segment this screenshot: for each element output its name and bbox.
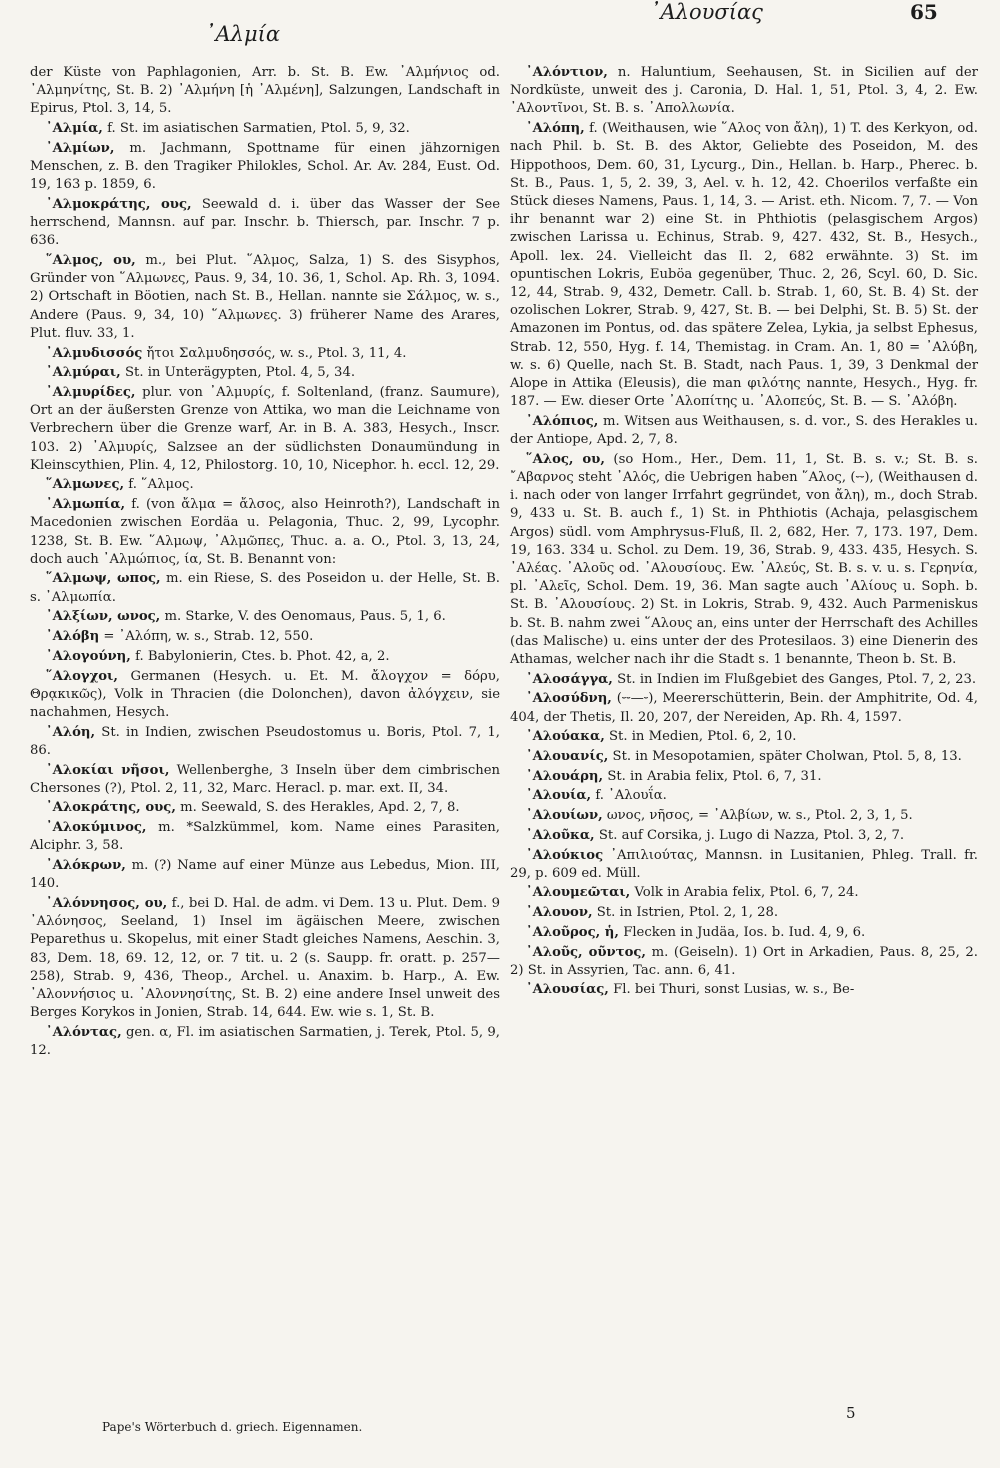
entry-lemma: ᾿Αλοκίαι νῆσοι, [46, 762, 170, 778]
entry-text: ᾿Απιλιούτας, Mannsn. in Lusitanien, Phleg. Trall. fr. 29, p. 609 ed. Müll. [510, 847, 978, 881]
left-column [30, 64, 500, 1062]
entry-lemma: ᾿Αλόη, [46, 724, 96, 740]
entry-lemma: ᾿Αλουία, [526, 788, 592, 804]
footer-publisher: Pape's Wörterbuch d. griech. Eigennamen. [102, 1420, 363, 1434]
dictionary-entry [30, 628, 500, 646]
dictionary-entry [30, 819, 500, 855]
dictionary-entry [510, 944, 978, 980]
entry-lemma: ῞Αλογχοι, [46, 668, 119, 684]
entry-text: f. ᾿Αλουΐα. [595, 788, 667, 804]
entry-text: Flecken in Judäa, Ios. b. Iud. 4, 9, 6. [623, 924, 866, 940]
dictionary-entry [30, 857, 500, 893]
dictionary-entry [510, 64, 978, 119]
entry-text: m. Jachmann, Spottname für einen jähzornigen Menschen, z. B. den Tragiker Philokles, Schol. Ar. Av. 284, Eust. Od. 19, 163 p. 1859, 6. [30, 140, 500, 193]
entry-text: Seewald d. i. über das Wasser der See herrschend, Mannsn. auf par. Inschr. b. Thiersch, par. Inschr. 7 p. 636. [30, 196, 500, 249]
entry-lemma: ῞Αλμωψ, ωπος, [46, 571, 161, 587]
entry-text: = ᾿Αλόπη, w. s., Strab. 12, 550. [103, 629, 314, 645]
entry-lemma: ᾿Αλοῦς, οῦντος, [526, 944, 646, 960]
dictionary-entry [510, 748, 978, 766]
entry-lemma: ᾿Αλογούνη, [46, 648, 131, 664]
entry-lemma: ᾿Αλμύραι, [46, 365, 121, 381]
entry-text: St. in Mesopotamien, später Cholwan, Ptol. 5, 8, 13. [612, 749, 962, 765]
entry-lemma: ᾿Αλουμεῶται, [526, 885, 631, 901]
entry-text: f. St. im asiatischen Sarmatien, Ptol. 5, 9, 32. [107, 121, 410, 137]
dictionary-entry [30, 140, 500, 195]
entry-lemma: ᾿Αλοῦρος, ἡ, [526, 924, 619, 940]
entry-lemma: ᾿Αλξίων, ωνος, [46, 609, 161, 625]
right-column [510, 64, 978, 1001]
dictionary-entry [30, 799, 500, 817]
entry-text: St. in Unterägypten, Ptol. 4, 5, 34. [124, 365, 356, 381]
entry-text: St. in Indien, zwischen Pseudostomus u. Boris, Ptol. 7, 1, 86. [30, 724, 500, 758]
entry-text: f., bei D. Hal. de adm. vi Dem. 13 u. Plut. Dem. 9 ᾿Αλόνησος, Seeland, 1) Insel im ägäischen Meere, zwischen Peparethus u. Skopelus, mit einer Stadt gleiches Namens, Aeschin. 3, 83, Dem. 18, 69. 12, 12, or. 7 tit. u. 2 (s. Saupp. fr. oratt. p. 257—258), Strab. 9, 436, Theop., Archel. u. Anaxim. b. Harp., A. Ew. ᾿Αλοννήσιος u. ᾿Αλοννησίτης, St. B. 2) eine andere Insel unweit des Berges Korykos in Jonien, Strab. 14, 644. Ew. wie s. 1, St. B. [30, 895, 500, 1021]
entry-lemma: ᾿Αλουον, [526, 905, 593, 921]
entry-lemma: ᾿Αλόβη [46, 629, 100, 645]
entry-lemma: ᾿Αλμωπία, [46, 497, 126, 513]
entry-lemma: ᾿Αλοκύμινος, [46, 820, 147, 836]
entry-text: m. (Geiseln). 1) Ort in Arkadien, Paus. 8, 25, 2. 2) St. in Assyrien, Tac. ann. 6, 41. [510, 944, 978, 978]
sheet-number: 5 [846, 1404, 856, 1422]
entry-lemma: ᾿Αλούκιος [526, 847, 604, 863]
entry-lemma: ᾿Αλμυδισσός [46, 345, 143, 361]
dictionary-entry [510, 981, 978, 999]
entry-lemma: ᾿Αλοσύδνη, [526, 691, 612, 707]
dictionary-entry [30, 120, 500, 138]
entry-text: St. in Arabia felix, Ptol. 6, 7, 31. [607, 768, 822, 784]
dictionary-entry [30, 608, 500, 626]
running-head-right: ᾿Αλουσίας [650, 0, 763, 24]
dictionary-entry [510, 904, 978, 922]
entry-lemma: ᾿Αλοῦκα, [526, 827, 595, 843]
entry-text: f. (Weithausen, wie ῞Αλος von ἄλη), 1) T. des Kerkyon, od. nach Phil. b. St. B. des Aktor, Geliebte des Poseidon, M. des Hippothoos, Dem. 60, 31, Lycurg., Din., Hellan. b. Harp., Pherec. b. St. B., Paus. 1, 5, 2. 39, 3, Ael. v. h. 12, 42. Choerilos verfaßte ein Stück dieses Namens, Paus. 1, 14, 3. — Arist. eth. Nicom. 7, 7. — Von ihr benannt war 2) eine St. in Phthiotis (pelasgischem Argos) zwischen Larissa u. Echinus, Strab. 9, 427. 432, St. B., Hesych., Apoll. lex. 24. Vielleicht das Il. 2, 682 erwähnte. 3) St. im opuntischen Lokris, Euböa gegenüber, Thuc. 2, 26, Scyl. 60, D. Sic. 12, 44, Strab. 9, 432, Demetr. Call. b. Strab. 1, 60, St. B. 4) St. der ozolischen Lokrer, Strab. 9, 427, St. B. — bei Delphi, St. B. 5) St. der Amazonen im Pontus, od. das spätere Zelea, Lykia, ja selbst Ephesus, Strab. 12, 550, Hyg. f. 14, Themistag. in Cram. An. 1, 80 = ᾿Αλύβη, w. s. 6) Quelle, nach St. B. Stadt, nach Paus. 1, 39, 3 Denkmal der Alope in Attika (Eleusis), die man φιλότης nannte, Hesych., Hyg. fr. 187. — Ew. dieser Orte ᾿Αλοπίτης u. ᾿Αλοπεύς, St. B. — S. ᾿Αλόβη. [510, 121, 978, 410]
dictionary-entry [510, 728, 978, 746]
entry-lemma: ᾿Αλόντας, [46, 1024, 122, 1040]
dictionary-entry [510, 451, 978, 669]
dictionary-entry [30, 476, 500, 494]
entry-text: m. Seewald, S. des Herakles, Apd. 2, 7, 8. [180, 800, 460, 816]
dictionary-entry [510, 924, 978, 942]
dictionary-entry [30, 64, 500, 119]
entry-lemma: ῞Αλος, ου, [526, 451, 605, 467]
entry-text: f. (von ἄλμα = ἄλσος, also Heinroth?), Landschaft in Macedonien zwischen Eordäa u. Pelagonia, Thuc. 2, 99, Lycophr. 1238, St. B. Ew. ῞Αλμωψ, ᾿Αλμῶπες, Thuc. a. a. O., Ptol. 3, 13, 24, doch auch ᾿Αλμώπιος, ία, St. B. Benannt von: [30, 497, 500, 567]
entry-text: f. ῞Αλμος. [128, 477, 194, 493]
entry-text: Germanen (Hesych. u. Et. M. ἄλογχον = δόρυ, Θρᾳκικῶς), Volk in Thracien (die Dolonchen), davon ἀλόγχειν, sie nachahmen, Hesych. [30, 668, 500, 720]
entry-text: Wellenberghe, 3 Inseln über dem cimbrischen Chersones (?), Ptol. 2, 11, 32, Marc. Heracl. p. mar. ext. II, 34. [30, 762, 500, 796]
entry-text: m. Witsen aus Weithausen, s. d. vor., S. des Herakles u. der Antiope, Apd. 2, 7, 8. [510, 413, 978, 448]
dictionary-entry [510, 884, 978, 902]
dictionary-entry [510, 671, 978, 689]
entry-lemma: ῞Αλμωνες, [46, 477, 125, 493]
entry-text: m. *Salzkümmel, kom. Name eines Parasiten, Alciphr. 3, 58. [30, 820, 500, 854]
entry-lemma: ᾿Αλόκρων, [46, 858, 126, 874]
entry-text: ωνος, νῆσος, = ᾿Αλβίων, w. s., Ptol. 2, 3, 1, 5. [606, 808, 913, 824]
entry-lemma: ᾿Αλούακα, [526, 729, 605, 745]
entry-lemma: ᾿Αλόννησος, ου, [46, 895, 168, 911]
entry-text: Fl. bei Thuri, sonst Lusias, w. s., Be- [613, 982, 855, 998]
dictionary-entry [510, 690, 978, 726]
dictionary-entry [30, 384, 500, 475]
entry-lemma: ᾿Αλμία, [46, 121, 103, 137]
entry-lemma: ᾿Αλουσίας, [526, 982, 609, 998]
entry-lemma: ᾿Αλόπη, [526, 121, 585, 137]
dictionary-entry [510, 787, 978, 805]
entry-lemma: ᾿Αλμυρίδες, [46, 384, 136, 400]
dictionary-entry [30, 895, 500, 1022]
entry-text: der Küste von Paphlagonien, Arr. b. St. B. Ew. ᾿Αλμήνιος od. ᾿Αλμηνίτης, St. B. 2) ᾿Αλμήνη [ἡ ᾿Αλμένη], Salzungen, Landschaft in Epirus, Ptol. 3, 14, 5. [30, 65, 500, 117]
entry-text: St. in Istrien, Ptol. 2, 1, 28. [596, 905, 779, 921]
entry-lemma: ᾿Αλμοκράτης, ους, [46, 196, 192, 212]
entry-text: St. auf Corsika, j. Lugo di Nazza, Ptol. 3, 2, 7. [598, 827, 905, 843]
entry-text: m., bei Plut. ῞Αλμος, Salza, 1) S. des Sisyphos, Gründer von ῞Αλμωνες, Paus. 9, 34, 10. 36, 1, Schol. Ap. Rh. 3, 1094. 2) Ortschaft in Böotien, nach St. B., Hellan. nannte sie Σάλμος, w. s., Andere (Paus. 9, 34, 10) ῞Αλμωνες. 3) früherer Name des Arares, Plut. fluv. 33, 1. [30, 253, 500, 341]
dictionary-entry [30, 570, 500, 606]
entry-lemma: ᾿Αλουανίς, [526, 749, 609, 765]
entry-text: plur. von ᾿Αλμυρίς, f. Soltenland, (franz. Saumure), Ort an der äußersten Grenze von Attika, wo man die Leichname von Verbrechern über die Grenze warf, Ar. in B. A. 383, Hesych., Inscr. 103. 2) ᾿Αλμυρίς, Salzsee an der südlichsten Donaumündung in Kleinscythien, Plin. 4, 12, Philostorg. 10, 10, Nicephor. h. eccl. 12, 29. [30, 384, 500, 473]
dictionary-entry [510, 120, 978, 411]
entry-text: m. Starke, V. des Oenomaus, Paus. 5, 1, 6. [164, 609, 446, 625]
running-head-left: ᾿Αλμία [205, 22, 281, 46]
dictionary-entry [510, 827, 978, 845]
entry-lemma: ᾿Αλουίων, [526, 808, 603, 824]
entry-lemma: ᾿Αλοκράτης, ους, [46, 800, 176, 816]
dictionary-entry [30, 364, 500, 382]
entry-lemma: ᾿Αλόντιον, [526, 65, 608, 80]
dictionary-entry [30, 496, 500, 569]
dictionary-entry [30, 724, 500, 760]
entry-lemma: ῞Αλμος, ου, [46, 253, 136, 269]
dictionary-entry [30, 762, 500, 798]
entry-text: St. in Medien, Ptol. 6, 2, 10. [609, 729, 797, 745]
entry-text: (so Hom., Her., Dem. 11, 1, St. B. s. v.; St. B. s. ῎Αβαρνος steht ᾿Αλός, die Uebrigen haben ῞Αλος, (⏑⏑), (Weithausen d. i. nach oder von langer Irrfahrt gegründet, von ἄλη), m., doch Strab. 9, 433 u. St. B. auch f., 1) St. in Phthiotis (Achaja, pelasgischem Argos) südl. vom Amphrysus-Fluß, Il. 2, 682, Her. 7, 173. 197, Dem. 19, 163. 334 u. Schol. zu Dem. 19, 36, Strab. 9, 433. 435, Hesych. S. ᾿Αλέας. ᾿Αλοῦς od. ᾿Αλουσίους. Ew. ᾿Αλεύς, St. B. s. v. u. s. Γερηνία, pl. ᾿Αλεῖς, Schol. Dem. 19, 36. Man sagte auch ᾿Αλίους u. Soph. b. St. B. ᾿Αλουσίους. 2) St. in Lokris, Strab. 9, 432. Auch Parmeniskus b. St. B. nahm zwei ῞Αλους an, eins unter der Herrschaft des Achilles (das Malische) u. eins unter der des Protesilaos. 3) eine Dienerin des Athamas, welcher nach ihr die Stadt s. 1 benannte, Theon b. St. B. [510, 451, 978, 667]
entry-text: ἤτοι Σαλμυδησσός, w. s., Ptol. 3, 11, 4. [146, 345, 407, 361]
dictionary-entry [30, 1024, 500, 1060]
entry-text: St. in Indien im Flußgebiet des Ganges, Ptol. 7, 2, 23. [617, 671, 977, 687]
entry-text: f. Babylonierin, Ctes. b. Phot. 42, a, 2. [135, 648, 390, 664]
dictionary-entry [510, 768, 978, 786]
dictionary-entry [510, 413, 978, 449]
entry-lemma: ᾿Αλόπιος, [526, 413, 599, 429]
entry-text: (⏑⏑—⏑), Meererschütterin, Bein. der Amphitrite, Od. 4, 404, der Thetis, Il. 20, 207, der Nereiden, Ap. Rh. 4, 1597. [510, 691, 978, 725]
entry-lemma: ᾿Αλουάρη, [526, 768, 604, 784]
dictionary-entry [30, 648, 500, 666]
entry-text: Volk in Arabia felix, Ptol. 6, 7, 24. [634, 885, 859, 901]
dictionary-entry [30, 252, 500, 343]
dictionary-entry [510, 807, 978, 825]
entry-lemma: ᾿Αλοσάγγα, [526, 671, 613, 687]
entry-text: gen. α, Fl. im asiatischen Sarmatien, j. Terek, Ptol. 5, 9, 12. [30, 1024, 500, 1059]
entry-text: m. (?) Name auf einer Münze aus Lebedus, Mion. III, 140. [30, 858, 500, 892]
entry-lemma: ᾿Αλμίων, [46, 140, 115, 156]
dictionary-entry [30, 196, 500, 251]
entry-text: n. Haluntium, Seehausen, St. in Sicilien auf der Nordküste, unweit des j. Caronia, D. Hal. 1, 51, Ptol. 3, 4, 2. Ew. ᾿Αλοντῖνοι, St. B. s. ᾿Απολλωνία. [510, 65, 978, 117]
page-number: 65 [910, 0, 938, 24]
dictionary-entry [30, 668, 500, 723]
dictionary-entry [510, 847, 978, 883]
dictionary-entry [30, 345, 500, 363]
entry-text: m. ein Riese, S. des Poseidon u. der Helle, St. B. s. ᾿Αλμωπία. [30, 571, 500, 605]
